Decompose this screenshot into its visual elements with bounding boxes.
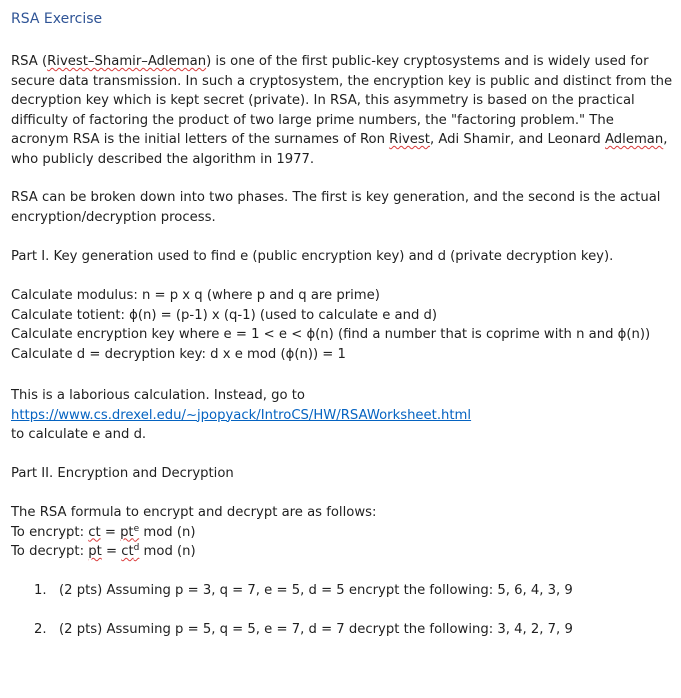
phases-paragraph: RSA can be broken down into two phases. The first is key generation, and the second is the actual encryption/decryption process. <box>11 190 661 225</box>
question-text: (2 pts) Assuming p = 3, q = 7, e = 5, d = 5 encrypt the following: 5, 6, 4, 3, 9 <box>59 583 573 598</box>
step-decryption-key: Calculate d = decryption key: d x e mod (ϕ(n)) = 1 <box>11 346 346 362</box>
part1-heading: Part I. Key generation used to find e (public encryption key) and d (private decryption key). <box>11 249 614 264</box>
laborious-paragraph <box>11 386 471 445</box>
question-item <box>34 620 573 640</box>
encrypt-formula: To encrypt: ct = $pt^e$ mod (n) <box>11 523 196 540</box>
intro-paragraph <box>11 52 673 169</box>
spellcheck-word-adleman[interactable]: Adleman <box>605 132 664 147</box>
question-item <box>34 581 573 601</box>
intro-text-b: ) is one of the first public-key cryptosystems and is widely used for secure data transmission. In such a cryptosystem, the encryption key is public and distinct from the decryption key which is kept secret (private). In RSA, this asymmetry is based on the practical difficulty of factoring the product of two large prime numbers, the "factoring problem." The acronym RSA is the initial letters of the surnames of Ron <box>11 54 673 147</box>
step-totient: Calculate totient: ϕ(n) = (p-1) x (q-1) (used to calculate e and d) <box>11 307 438 323</box>
formula-block <box>11 503 376 562</box>
spellcheck-word-rsa-names[interactable]: Rivest–Shamir–Adleman <box>47 54 207 69</box>
intro-text-a: RSA ( <box>11 54 48 69</box>
formula-intro: The RSA formula to encrypt and decrypt are as follows: <box>11 505 377 520</box>
key-generation-steps <box>11 286 650 364</box>
intro-text-d: , who publicly described the algorithm in 1977. <box>11 132 668 167</box>
step-modulus: Calculate modulus: n = p x q (where p and q are prime) <box>11 288 380 303</box>
spellcheck-word-ct[interactable]: ct <box>88 524 101 540</box>
step-encryption-key: Calculate encryption key where e = 1 < e < ϕ(n) (find a number that is coprime with n and ϕ(n)) <box>11 327 651 342</box>
spellcheck-word-ct[interactable]: $ct^d$ <box>121 543 140 559</box>
part2-heading: Part II. Encryption and Decryption <box>11 466 234 481</box>
intro-text-c: , Adi Shamir, and Leonard <box>429 132 605 147</box>
document-title: RSA Exercise <box>11 11 103 27</box>
calculate-line: to calculate e and d. <box>11 427 147 442</box>
laborious-line: This is a laborious calculation. Instead, go to <box>11 388 306 403</box>
decrypt-formula: To decrypt: pt = $ct^d$ mod (n) <box>11 543 196 559</box>
spellcheck-word-pt[interactable]: $pt^e$ <box>120 523 140 540</box>
question-number: 2. <box>34 622 47 637</box>
spellcheck-word-pt[interactable]: pt <box>88 544 102 559</box>
question-number: 1. <box>34 583 47 598</box>
spellcheck-word-rivest[interactable]: Rivest <box>389 132 430 147</box>
question-text: (2 pts) Assuming p = 5, q = 5, e = 7, d = 7 decrypt the following: 3, 4, 2, 7, 9 <box>59 622 573 637</box>
rsa-worksheet-link[interactable]: https://www.cs.drexel.edu/~jpopyack/IntroCS/HW/RSAWorksheet.html <box>11 407 472 423</box>
